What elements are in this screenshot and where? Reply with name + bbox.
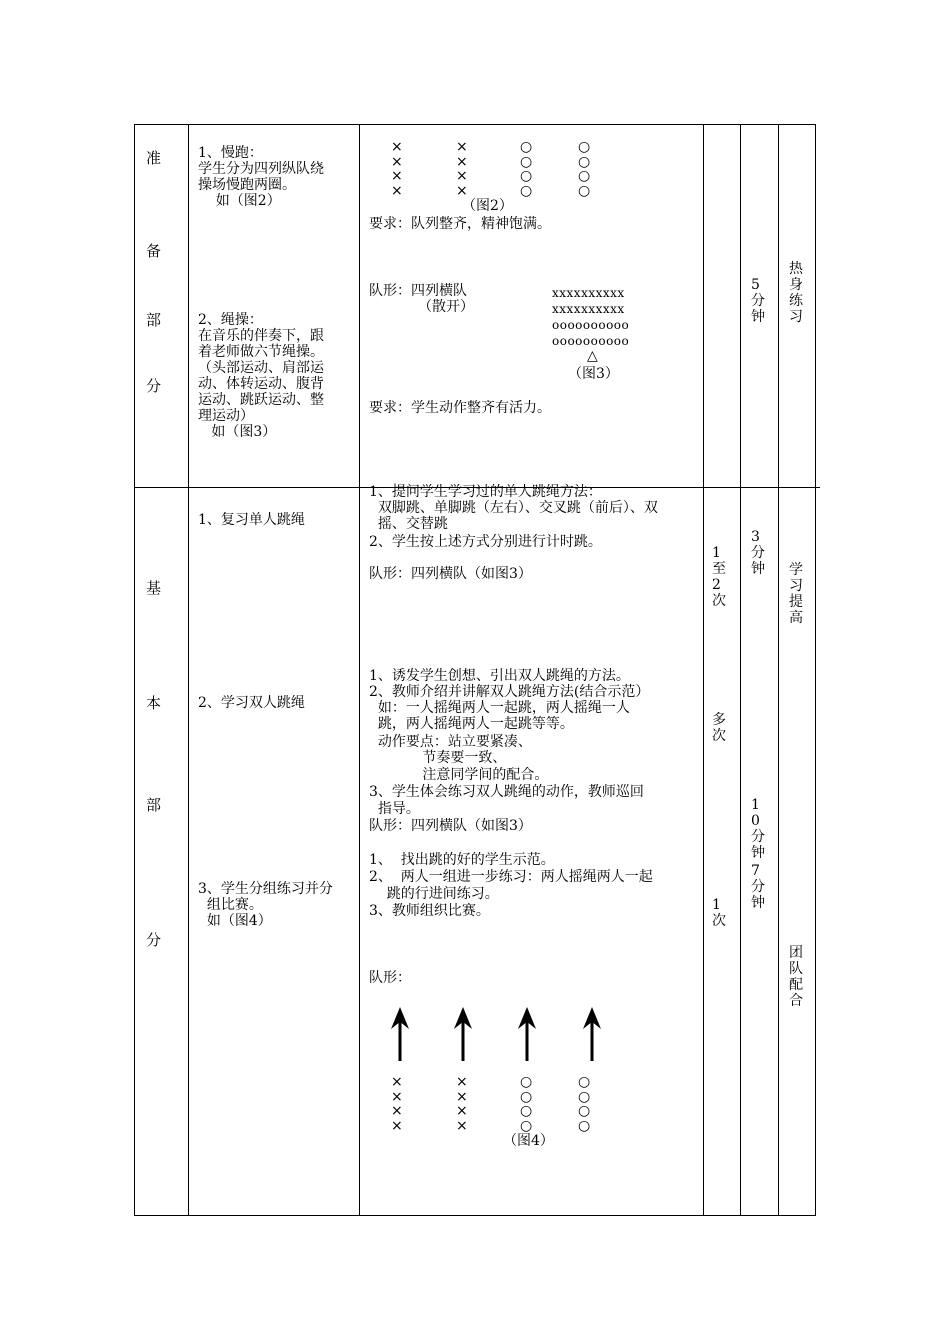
col-border-3 <box>703 124 704 1216</box>
main-formation-label: 队形： <box>369 970 411 986</box>
fig4-arrow-up-icon-4 <box>582 1007 602 1061</box>
main-time-2: 10分钟 <box>751 797 765 861</box>
main-item1: 1、复习单人跳绳 <box>198 512 305 528</box>
main-content2-line-6: 节奏要一致、 <box>369 750 507 766</box>
fig4-arrow-up-icon-2 <box>453 1007 473 1061</box>
prep-time: 5分钟 <box>751 277 765 325</box>
col-border-6 <box>815 124 816 1216</box>
fig2-col-1: × × × × <box>391 139 403 199</box>
fig4-arrow-up-icon-3 <box>517 1007 537 1061</box>
prep-item1-line-4: 如（图2） <box>198 193 281 209</box>
fig3-caption: （图3） <box>568 366 619 382</box>
main-item3-line-3: 如（图4） <box>198 913 272 929</box>
fig3-teacher-triangle-icon: △ <box>587 348 598 364</box>
main-goal-2: 团队配合 <box>789 945 803 1009</box>
prep-item2-line-6: 运动、跳跃运动、整 <box>198 392 324 408</box>
prep-goal: 热身练习 <box>789 261 803 325</box>
prep-item2-line-1: 2、绳操： <box>198 312 263 328</box>
section-main-char-4: 分 <box>146 931 162 949</box>
prep-item2-line-5: 动、体转运动、腹背 <box>198 376 324 392</box>
main-item3-line-1: 3、学生分组练习并分 <box>198 881 333 897</box>
main-content1-line-1: 1、提问学生学习过的单人跳绳方法： <box>369 484 602 500</box>
main-count-1: 1至2次 <box>712 545 726 609</box>
fig3-row-3: oooooooooo <box>552 318 630 332</box>
col-border-0 <box>134 124 135 1216</box>
fig4-col-2: × × × × <box>456 1074 468 1134</box>
col-border-1 <box>188 124 189 1216</box>
col-border-2 <box>359 124 360 1216</box>
main-content1-line-6: 队形：四列横队（如图3） <box>369 566 532 582</box>
fig4-caption: （图4） <box>503 1133 554 1149</box>
table-top-border <box>134 124 816 125</box>
section-main-char-1: 基 <box>146 579 162 597</box>
main-content2-line-4: 跳，两人摇绳两人一起跳等等。 <box>369 716 574 732</box>
section-prep-char-1: 准 <box>146 149 162 167</box>
section-main-char-3: 部 <box>146 796 162 814</box>
prep-requirement-1: 要求：队列整齐，精神饱满。 <box>369 216 551 232</box>
main-content2-line-1: 1、诱发学生创想、引出双人跳绳的方法。 <box>369 668 630 684</box>
section-main-char-2: 本 <box>146 694 162 712</box>
prep-item2-line-4: （头部运动、肩部运 <box>198 360 324 376</box>
prep-formation-label: 队形：四列横队 <box>369 283 467 299</box>
main-content2-line-10: 队形：四列横队（如图3） <box>369 818 532 834</box>
prep-item1-line-2: 学生分为四列纵队绕 <box>198 161 324 177</box>
prep-item2-line-7: 理运动） <box>198 408 254 424</box>
section-prep-char-2: 备 <box>146 242 162 260</box>
main-content2-line-5: 动作要点：站立要紧凑、 <box>369 734 532 750</box>
fig4-col-1: × × × × <box>391 1074 403 1134</box>
main-content1-line-3: 摇、交替跳 <box>369 516 448 532</box>
main-content3-line-4: 3、教师组织比赛。 <box>369 903 490 919</box>
main-content2-line-8: 3、学生体会练习双人跳绳的动作，教师巡回 <box>369 784 644 800</box>
fig2-col-4: ○ ○ ○ ○ <box>578 139 591 199</box>
main-content1-line-2: 双脚跳、单脚跳（左右）、交叉跳（前后）、双 <box>369 500 658 516</box>
main-count-3: 1次 <box>712 897 726 929</box>
main-goal-1: 学习提高 <box>789 562 803 626</box>
section-prep-char-4: 分 <box>146 377 162 395</box>
prep-item1-line-3: 操场慢跑两圈。 <box>198 177 296 193</box>
fig3-row-2: xxxxxxxxxx <box>552 302 625 316</box>
table-bottom-border <box>134 1215 816 1216</box>
prep-requirement-2: 要求：学生动作整齐有活力。 <box>369 400 551 416</box>
col-border-5 <box>778 124 779 1216</box>
fig2-col-3: ○ ○ ○ ○ <box>520 139 533 199</box>
prep-item2-line-8: 如（图3） <box>198 424 277 440</box>
fig4-col-3: ○ ○ ○ ○ <box>520 1074 533 1134</box>
prep-item2-line-2: 在音乐的伴奏下，跟 <box>198 328 324 344</box>
main-content2-line-9: 指导。 <box>369 801 420 817</box>
section-prep-char-3: 部 <box>146 311 162 329</box>
prep-item1-line-1: 1、慢跑： <box>198 145 263 161</box>
main-content3-line-3: 跳的行进间练习。 <box>369 886 499 902</box>
fig3-row-1: xxxxxxxxxx <box>552 286 625 300</box>
fig4-col-4: ○ ○ ○ ○ <box>578 1074 591 1134</box>
fig3-row-4: oooooooooo <box>552 334 630 348</box>
main-count-2: 多次 <box>712 712 726 744</box>
main-content2-line-3: 如：一人摇绳两人一起跳，两人摇绳一人 <box>369 700 630 716</box>
main-time-3: 7分钟 <box>751 863 765 911</box>
main-content3-line-1: 1、 找出跳的好的学生示范。 <box>369 852 555 868</box>
fig4-arrow-up-icon-1 <box>390 1007 410 1061</box>
main-content2-line-2: 2、教师介绍并讲解双人跳绳方法(结合示范） <box>369 684 650 700</box>
main-item3-line-2: 组比赛。 <box>198 897 263 913</box>
main-item2: 2、学习双人跳绳 <box>198 695 305 711</box>
fig2-caption: （图2） <box>462 198 513 214</box>
main-time-1: 3分钟 <box>751 529 765 577</box>
prep-formation-sub: （散开） <box>418 299 474 315</box>
main-content3-line-2: 2、 两人一组进一步练习：两人摇绳两人一起 <box>369 869 653 885</box>
main-content2-line-7: 注意同学间的配合。 <box>369 767 549 783</box>
fig2-col-2: × × × × <box>456 139 468 199</box>
main-content1-line-4: 2、学生按上述方式分别进行计时跳。 <box>369 534 602 550</box>
col-border-4 <box>740 124 741 1216</box>
prep-item2-line-3: 着老师做六节绳操。 <box>198 344 324 360</box>
